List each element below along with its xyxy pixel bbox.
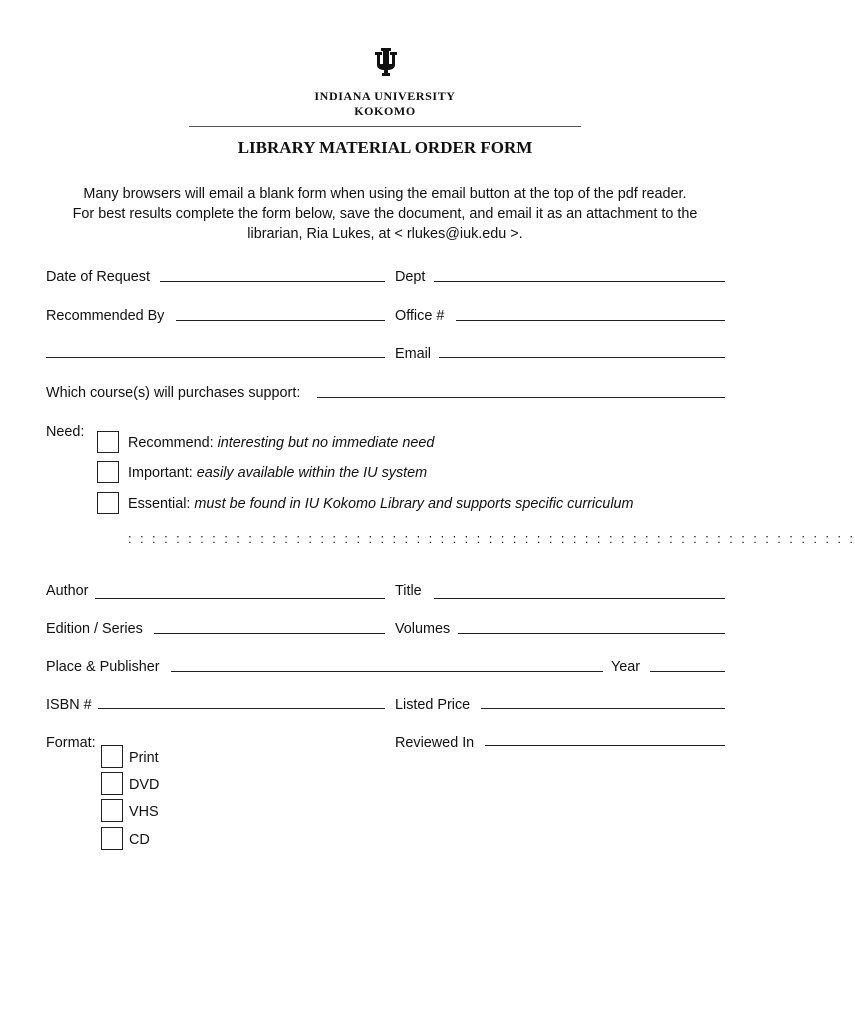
date-of-request-field[interactable] [160,281,385,282]
need-important-label: Important: [128,465,193,481]
courses-field[interactable] [317,397,725,398]
volumes-label: Volumes [395,621,451,637]
format-label: Format: [46,735,96,751]
intro-line-2: For best results complete the form below, save the document, and email it as an attachment to the [72,206,698,222]
need-essential-option [128,495,634,513]
author-label: Author [46,583,89,599]
need-label: Need: [46,424,85,440]
iu-trident-icon [373,46,399,78]
form-title: LIBRARY MATERIAL ORDER FORM [237,138,533,157]
edition-series-field[interactable] [154,633,385,634]
format-cd-checkbox[interactable] [101,827,123,850]
title-field[interactable] [434,598,725,599]
need-important-desc: easily available within the IU system [196,465,428,481]
need-recommend-option [128,434,434,452]
email-label: Email [395,346,431,362]
recommended-by-extra-field[interactable] [46,357,385,358]
dept-field[interactable] [434,281,725,282]
need-important-checkbox[interactable] [97,461,119,483]
isbn-field[interactable] [98,708,385,709]
reviewed-in-label: Reviewed In [395,735,475,751]
format-dvd-label: DVD [129,777,160,793]
listed-price-field[interactable] [481,708,725,709]
format-cd-label: CD [129,832,150,848]
office-label: Office # [395,308,445,324]
need-recommend-checkbox[interactable] [97,431,119,453]
campus-name: KOKOMO [354,104,416,118]
intro-line-1: Many browsers will email a blank form when using the email button at the top of the pdf reader. [83,186,687,202]
courses-label: Which course(s) will purchases support: [46,385,301,401]
date-of-request-label: Date of Request [46,269,150,285]
place-publisher-field[interactable] [171,671,603,672]
format-print-label: Print [129,750,159,766]
year-field[interactable] [650,671,725,672]
email-field[interactable] [439,357,725,358]
header-divider [189,126,581,127]
format-dvd-checkbox[interactable] [101,772,123,795]
listed-price-label: Listed Price [395,697,471,713]
format-vhs-label: VHS [129,804,159,820]
intro-text [40,184,730,244]
edition-series-label: Edition / Series [46,621,143,637]
recommended-by-field[interactable] [176,320,385,321]
need-recommend-label: Recommend: [128,435,214,451]
recommended-by-label: Recommended By [46,308,165,324]
need-important-option [128,464,427,482]
reviewed-in-field[interactable] [485,745,725,746]
format-print-checkbox[interactable] [101,745,123,768]
need-essential-desc: must be found in IU Kokomo Library and supports specific curriculum [194,496,634,512]
title-label: Title [395,583,422,599]
office-field[interactable] [456,320,725,321]
author-field[interactable] [95,598,385,599]
need-essential-label: Essential: [128,496,191,512]
university-name: INDIANA UNIVERSITY [314,89,456,103]
need-recommend-desc: interesting but no immediate need [217,435,435,451]
isbn-label: ISBN # [46,697,92,713]
dotted-separator: : : : : : : : : : : : : : : : : : : : : : : : : : : : : : : : : : : : : : : : : : : : : : : : : : : : : : : : : : : : : : [128,531,855,546]
volumes-field[interactable] [458,633,725,634]
dept-label: Dept [395,269,426,285]
format-vhs-checkbox[interactable] [101,799,123,822]
year-label: Year [611,659,641,675]
place-publisher-label: Place & Publisher [46,659,160,675]
need-essential-checkbox[interactable] [97,492,119,514]
intro-line-3: librarian, Ria Lukes, at < rlukes@iuk.edu >. [247,226,523,242]
